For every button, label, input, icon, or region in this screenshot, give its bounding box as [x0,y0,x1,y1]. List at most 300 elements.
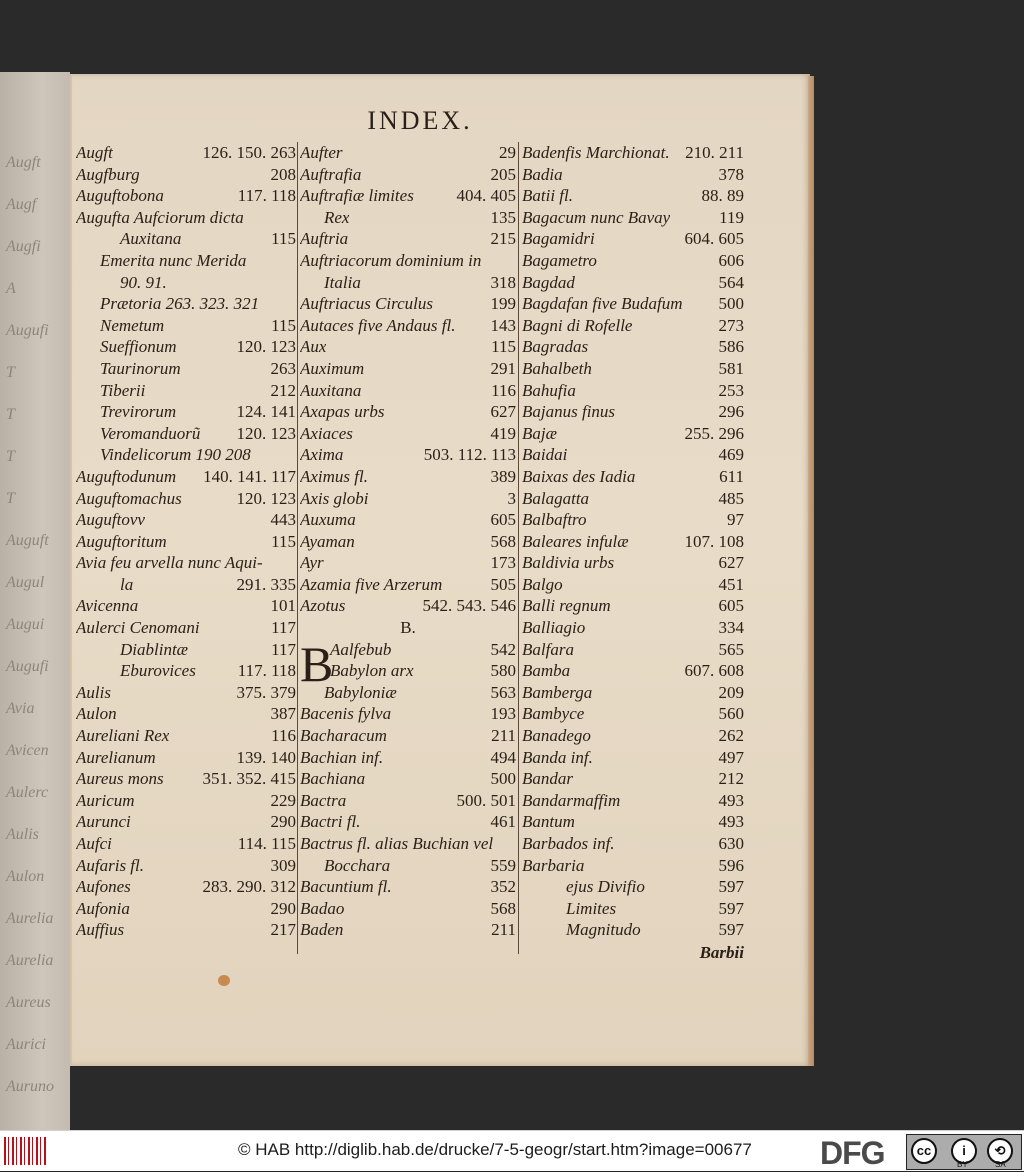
page-edge [808,76,814,1066]
entry-term: Auguftobona [76,186,164,206]
previous-page-fragment: Augfi [6,238,41,255]
index-entry [522,444,744,466]
entry-page-numbers: 211 [491,726,516,746]
index-entry [522,768,744,790]
entry-term: Baden [300,920,344,940]
index-entry [300,531,516,553]
index-entry [522,552,744,574]
index-entry [522,811,744,833]
entry-page-numbers: 503. 112. 113 [423,445,516,465]
entry-page-numbers: 500 [718,294,744,314]
index-entry [300,444,516,466]
entry-page-numbers: 597 [718,877,744,897]
entry-term: 90. 91. [120,272,167,292]
index-entry [300,790,516,812]
entry-page-numbers: 627 [718,553,744,573]
entry-term: la [120,574,134,594]
entry-term: Balgo [522,574,563,594]
entry-term: Ayr [300,553,324,573]
entry-term: Batii fl. [522,186,573,206]
entry-page-numbers: 116 [491,380,516,400]
entry-term: Aufonia [76,898,130,918]
entry-term: Auftriacus Circulus [300,294,434,314]
entry-page-numbers: 419 [490,423,516,443]
index-entry [300,898,516,920]
entry-term: Aulis [76,682,111,702]
entry-term: Bactra [300,790,347,810]
entry-term: Bamberga [522,682,593,702]
index-entry [76,488,296,510]
index-entry [522,531,744,553]
entry-term: Auguftoritum [76,531,167,551]
entry-page-numbers: 135 [490,207,516,227]
index-entry [522,660,744,682]
index-entry [300,207,516,229]
index-entry [522,228,744,250]
entry-term: Axiaces [300,423,353,443]
previous-page-fragment: Augui [6,616,45,633]
entry-page-numbers: 115 [271,315,296,335]
index-entry [76,617,296,639]
entry-page-numbers: 117 [271,618,296,638]
sa-label: SA [995,1160,1006,1169]
entry-term: Bachiana [300,769,366,789]
entry-term: Aureliani Rex [76,726,170,746]
entry-term: Auftrafia [300,164,362,184]
index-entry [76,703,296,725]
entry-term: Bagamidri [522,229,595,249]
index-entry [300,336,516,358]
entry-page-numbers: 173 [490,553,516,573]
entry-page-numbers: 115 [491,337,516,357]
index-entry [522,336,744,358]
previous-page-fragment: Aurici [6,1036,46,1053]
entry-page-numbers: 461 [490,812,516,832]
previous-page-fragment: T [6,406,15,423]
index-entry [522,207,744,229]
entry-term: Bandarmaffim [522,790,621,810]
entry-term: Aureus mons [76,769,164,789]
catchword: Barbii [699,943,744,962]
entry-term: Axima [300,445,344,465]
index-entry [300,164,516,186]
entry-term: Nemetum [100,315,165,335]
paper-stain [218,975,230,986]
index-entry [300,833,516,855]
entry-page-numbers: 210. 211 [685,143,744,162]
entry-page-numbers: 116 [271,726,296,746]
entry-term: Magnitudo [566,920,641,940]
index-entry [76,876,296,898]
index-column-2 [300,142,516,941]
entry-page-numbers: 597 [718,898,744,918]
entry-term: Barbados inf. [522,834,615,853]
entry-term: Augfburg [76,164,140,184]
entry-term: Balliagio [522,618,586,638]
entry-term: Balli regnum [522,596,611,616]
entry-page-numbers: 199 [490,294,516,314]
previous-page-fragment: T [6,364,15,381]
entry-page-numbers: 469 [718,445,744,465]
license-badge[interactable] [906,1134,1022,1170]
entry-term: Augufta Aufciorum dicta [76,207,244,227]
entry-term: Vindelicorum 190 208 [100,445,251,465]
entry-term: Ayaman [300,531,355,551]
index-entry [522,919,744,941]
index-entry [522,574,744,596]
entry-term: Banadego [522,726,591,746]
entry-term: Augft [76,143,113,162]
entry-page-numbers: 117. 118 [237,186,296,206]
index-entry [76,639,296,661]
index-entry [522,293,744,315]
index-entry [300,250,516,272]
entry-term: Rex [324,207,350,227]
previous-page-fragment: Augufi [6,322,49,339]
index-entry [76,228,296,250]
index-entry [300,552,516,574]
entry-page-numbers: 115 [271,531,296,551]
entry-page-numbers: 208 [270,164,296,184]
index-entry [300,509,516,531]
entry-page-numbers: 273 [718,315,744,335]
index-entry [300,423,516,445]
attribution-icon: i [951,1138,977,1164]
entry-term: Aalfebub [330,639,392,659]
entry-term: Aurunci [76,812,131,832]
entry-term: Baldivia urbs [522,553,615,573]
entry-page-numbers: 568 [490,531,516,551]
entry-page-numbers: 485 [718,488,744,508]
entry-page-numbers: 542. 543. 546 [422,596,516,616]
entry-term: Bacenis fylva [300,704,392,724]
previous-page-fragment: Aurelia [6,952,54,969]
index-entry [76,207,296,229]
index-entry [522,142,744,164]
entry-term: Bacuntium fl. [300,877,392,897]
entry-term: Azotus [300,596,346,616]
entry-page-numbers: 605 [490,510,516,530]
index-entry [76,747,296,769]
entry-term: Badenfis Marchionat. [522,143,670,162]
entry-term: ejus Divifio [566,877,645,897]
entry-term: Emerita nunc Merida [100,250,247,270]
index-entry [300,919,516,941]
index-entry [76,380,296,402]
entry-page-numbers: 290 [270,898,296,918]
entry-term: Bagradas [522,337,589,357]
entry-page-numbers: 581 [718,358,744,378]
index-entry [522,790,744,812]
entry-term: Baleares infulæ [522,531,629,551]
index-entry [300,703,516,725]
previous-page-fragment: Augufi [6,658,49,675]
index-entry [522,401,744,423]
index-entry [522,423,744,445]
entry-page-numbers: 97 [727,510,744,530]
entry-term: Badia [522,164,563,184]
entry-term: Axis globi [300,488,369,508]
entry-term: Baixas des Iadia [522,466,636,486]
previous-page-fragment: Aulis [6,826,39,843]
entry-page-numbers: 560 [718,704,744,724]
index-entry [76,595,296,617]
entry-term: Taurinorum [100,358,181,378]
index-entry [76,466,296,488]
entry-term: Limites [566,898,617,918]
entry-term: Auffius [76,920,125,940]
by-label: BY [957,1160,968,1169]
index-entry [76,293,296,315]
entry-term: Bandar [522,769,573,789]
entry-page-numbers: 387 [270,704,296,724]
entry-page-numbers: 580 [490,661,516,681]
index-entry [76,531,296,553]
entry-page-numbers: 117 [271,639,296,659]
entry-term: Bactri fl. [300,812,361,832]
entry-page-numbers: 378 [718,164,744,184]
entry-term: Balagatta [522,488,590,508]
entry-term: Badao [300,898,345,918]
entry-page-numbers: 291 [490,358,516,378]
index-entry [76,790,296,812]
entry-page-numbers: 114. 115 [237,834,296,853]
entry-page-numbers: 101 [270,596,296,616]
entry-term: Avicenna [76,596,139,616]
entry-term: Auricum [76,790,135,810]
index-entry [522,747,744,769]
index-entry [300,401,516,423]
entry-page-numbers: 115 [271,229,296,249]
entry-term: Bocchara [324,855,391,875]
index-entry [300,811,516,833]
index-entry [76,725,296,747]
entry-page-numbers: 212 [270,380,296,400]
index-entry [522,876,744,898]
index-entry [76,272,296,294]
entry-term: Tiberii [100,380,146,400]
previous-page-fragment: Auguft [6,532,49,549]
entry-page-numbers: 126. 150. 263 [202,143,296,162]
index-entry [300,595,516,617]
entry-term: Prætoria 263. 323. 321 [100,294,260,314]
entry-page-numbers: 296 [718,402,744,422]
entry-page-numbers: 124. 141 [236,402,296,422]
entry-page-numbers: 627 [490,402,516,422]
entry-term: Auguftomachus [76,488,182,508]
index-entry [522,250,744,272]
index-entry [76,315,296,337]
index-entry [522,595,744,617]
index-entry [300,272,516,294]
entry-term: Bajanus finus [522,402,616,422]
index-entry [76,768,296,790]
entry-page-numbers: 193 [490,704,516,724]
previous-page-fragment: Aureus [6,994,51,1011]
entry-page-numbers: 564 [718,272,744,292]
index-entry [76,336,296,358]
entry-term: Aufones [76,877,131,897]
index-entry [76,660,296,682]
entry-term: Bambyce [522,704,585,724]
index-entry [300,466,516,488]
entry-page-numbers: 596 [718,855,744,875]
index-entry [76,185,296,207]
entry-term: Bamba [522,661,571,681]
entry-page-numbers: 309 [270,855,296,875]
entry-term: Bagametro [522,250,597,270]
entry-page-numbers: 290 [270,812,296,832]
source-link[interactable]: © HAB http://diglib.hab.de/drucke/7-5-geogr/start.htm?image=00677 [238,1140,752,1159]
entry-term: Axapas urbs [300,402,385,422]
index-entry [300,142,516,164]
entry-page-numbers: 291. 335 [236,574,296,594]
index-entry [300,185,516,207]
entry-term: Auguftodunum [76,466,177,486]
index-entry [300,876,516,898]
entry-term: Sueffionum [100,337,177,357]
entry-page-numbers: 352 [490,877,516,897]
previous-page-edge [0,72,70,1130]
entry-term: Bagacum nunc Bavay [522,207,671,227]
entry-term: Eburovices [120,661,196,681]
column-rule [518,142,519,954]
entry-page-numbers: 318 [490,272,516,292]
index-entry [300,358,516,380]
library-logo-icon[interactable] [4,1137,46,1165]
entry-term: Avia feu arvella nunc Aqui- [76,553,263,573]
entry-term: Babylon arx [330,661,414,681]
index-entry [300,747,516,769]
entry-page-numbers: 604. 605 [684,229,744,249]
index-entry [522,164,744,186]
entry-page-numbers: 120. 123 [236,337,296,357]
entry-term: Aux [300,337,327,357]
previous-page-fragment: T [6,490,15,507]
entry-page-numbers: 283. 290. 312 [202,877,296,897]
entry-page-numbers: 143 [490,315,516,335]
entry-page-numbers: 119 [719,207,744,227]
index-entry [76,855,296,877]
entry-page-numbers: 493 [718,812,744,832]
entry-term: Auximum [300,358,365,378]
entry-page-numbers: 229 [270,790,296,810]
entry-page-numbers: 263 [270,358,296,378]
entry-page-numbers: 262 [718,726,744,746]
index-entry [76,919,296,941]
index-entry [76,142,296,164]
entry-page-numbers: 568 [490,898,516,918]
entry-page-numbers: 389 [490,466,516,486]
entry-page-numbers: 29 [499,143,516,162]
entry-page-numbers: 630 [718,834,744,853]
entry-page-numbers: 605 [718,596,744,616]
previous-page-fragment: A [6,280,16,297]
entry-term: Bactrus fl. alias Buchian vel [300,834,494,853]
entry-page-numbers: 375. 379 [236,682,296,702]
index-entry [522,617,744,639]
entry-page-numbers: 559 [490,855,516,875]
previous-page-fragment: Aulerc [6,784,49,801]
entry-page-numbers: 120. 123 [236,423,296,443]
entry-page-numbers: 611 [719,466,744,486]
index-entry [76,509,296,531]
index-entry [300,855,516,877]
entry-term: Balfara [522,639,574,659]
entry-term: Barbaria [522,855,585,875]
entry-page-numbers: 500. 501 [456,790,516,810]
entry-page-numbers: 3 [507,488,516,508]
index-entry [522,725,744,747]
previous-page-fragment: Augul [6,574,45,591]
viewer-footer [0,1130,1024,1171]
index-entry [300,725,516,747]
index-entry [522,315,744,337]
entry-page-numbers: 139. 140 [236,747,296,767]
entry-term: Balbaftro [522,510,587,530]
entry-term: Aufter [300,143,343,162]
index-entry [300,574,516,596]
entry-page-numbers: 212 [718,769,744,789]
entry-term: Bantum [522,812,575,832]
previous-page-fragment: Augft [6,154,41,171]
previous-page-fragment: Avia [6,700,35,717]
index-entry [76,401,296,423]
index-entry [76,682,296,704]
entry-page-numbers: 334 [718,618,744,638]
index-entry [522,855,744,877]
index-entry [300,315,516,337]
index-entry [522,898,744,920]
page-title: INDEX. [367,106,473,135]
previous-page-fragment: Augf [6,196,37,213]
index-entry [76,250,296,272]
entry-term: Banda inf. [522,747,593,767]
entry-term: Aufaris fl. [76,855,145,875]
previous-page-fragment: Avicen [6,742,49,759]
entry-page-numbers: 493 [718,790,744,810]
entry-page-numbers: 505 [490,574,516,594]
entry-term: Bahalbeth [522,358,592,378]
index-entry [522,466,744,488]
index-entry [76,423,296,445]
entry-page-numbers: 607. 608 [684,661,744,681]
catchword-row [522,942,744,964]
entry-page-numbers: 255. 296 [684,423,744,443]
entry-term: Bachian inf. [300,747,384,767]
index-entry [522,185,744,207]
index-entry [300,293,516,315]
entry-page-numbers: 563 [490,682,516,702]
entry-term: Bagdafan five Budafum [522,294,683,314]
entry-term: Auxuma [300,510,356,530]
entry-term: Bagdad [522,272,575,292]
entry-term: Auguftovv [76,510,145,530]
entry-term: Aximus fl. [300,466,368,486]
index-entry [522,380,744,402]
index-entry [522,682,744,704]
entry-term: Baidai [522,445,568,465]
entry-term: Auftrafiæ limites [300,186,414,206]
dfg-logo[interactable]: DFG [820,1135,885,1171]
index-entry [76,444,296,466]
index-entry [522,639,744,661]
index-entry [522,833,744,855]
entry-term: Trevirorum [100,402,177,422]
entry-term: Veromanduorũ [100,423,201,443]
index-entry [76,358,296,380]
entry-page-numbers: 606 [718,250,744,270]
